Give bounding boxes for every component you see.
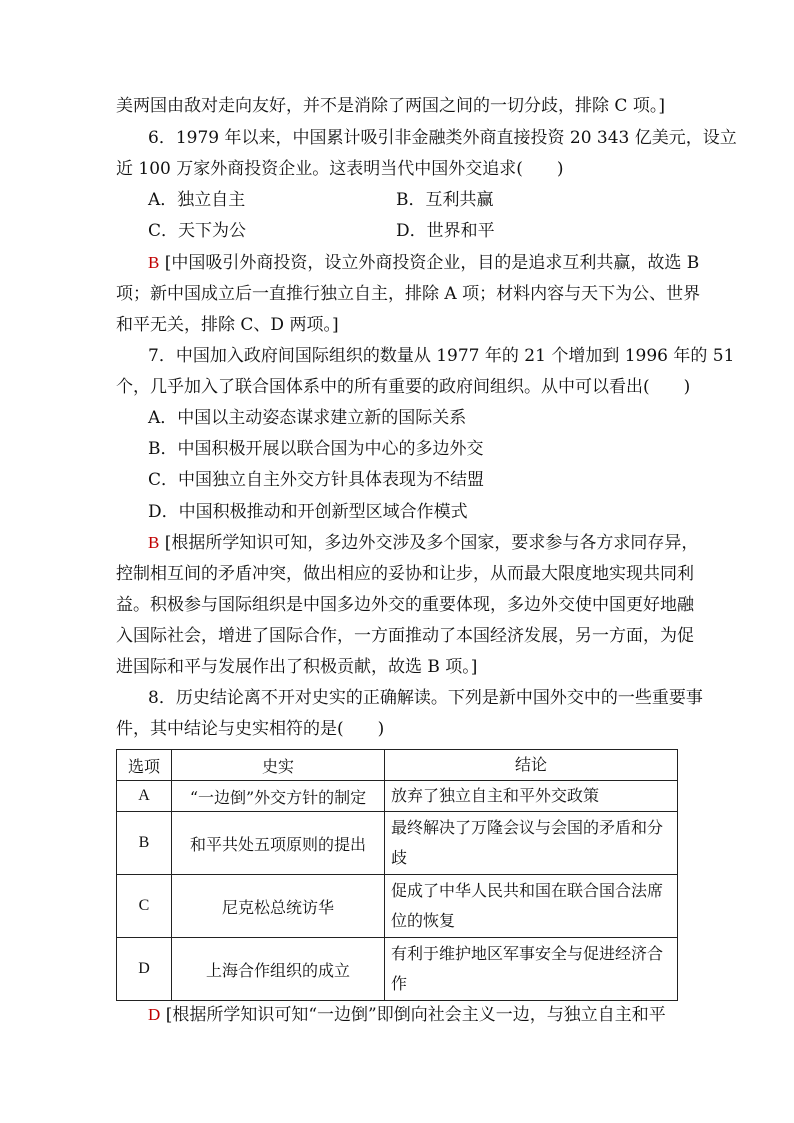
table-cell-fact: 上海合作组织的成立 [172, 938, 385, 1001]
table-cell-option: D [117, 938, 172, 1001]
table-header-cell: 史实 [172, 750, 385, 781]
question-6-stem: 近 100 万家外商投资企业。这表明当代中国外交追求( ) [116, 159, 564, 179]
table-cell-conclusion: 放弃了独立自主和平外交政策 [385, 781, 678, 812]
option-c: C．天下为公 [148, 221, 247, 241]
option-b: B．中国积极开展以联合国为中心的多边外交 [148, 439, 484, 459]
table-row [117, 812, 678, 875]
table-row [117, 875, 678, 938]
answer-text: [根据所学知识可知，多边外交涉及多个国家，要求参与各方求同存异， [164, 533, 699, 553]
option-d: D．世界和平 [396, 221, 495, 241]
question-8-stem: 8．历史结论离不开对史实的正确解读。下列是新中国外交中的一些重要事 [148, 688, 703, 708]
table-cell-conclusion: 促成了中华人民共和国在联合国合法席位的恢复 [385, 875, 678, 938]
answer-explanation: 控制相互间的矛盾冲突，做出相应的妥协和让步，从而最大限度地实现共同利 [116, 564, 694, 584]
table-cell-conclusion: 有利于维护地区军事安全与促进经济合作 [385, 938, 678, 1001]
table-cell-fact: “一边倒”外交方针的制定 [172, 781, 385, 812]
table-cell-option: B [117, 812, 172, 875]
table-header-cell: 结论 [385, 750, 678, 781]
answer-explanation: 入国际社会，增进了国际合作，一方面推动了本国经济发展，另一方面，为促 [116, 626, 694, 646]
table-header-cell: 选项 [117, 750, 172, 781]
table-cell-option: C [117, 875, 172, 938]
option-b: B．互利共赢 [396, 190, 494, 210]
answer-explanation: 益。积极参与国际组织是中国多边外交的重要体现，多边外交使中国更好地融 [116, 595, 694, 615]
question-7-stem: 个，几乎加入了联合国体系中的所有重要的政府间组织。从中可以看出( ) [116, 377, 691, 397]
question-8-stem: 件，其中结论与史实相符的是( ) [116, 719, 385, 739]
answer-explanation: 和平无关，排除 C、D 两项。] [116, 315, 339, 335]
answer-explanation [148, 251, 699, 275]
question-7-stem: 7．中国加入政府间国际组织的数量从 1977 年的 21 个增加到 1996 年的 51 [148, 346, 735, 366]
answer-text: [中国吸引外商投资，设立外商投资企业，目的是追求互利共赢，故选 B [164, 253, 700, 273]
table-row [117, 938, 678, 1001]
answer-letter: D [148, 1005, 161, 1024]
answer-explanation [148, 531, 698, 555]
answer-explanation: 项；新中国成立后一直推行独立自主，排除 A 项；材料内容与天下为公、世界 [116, 284, 701, 304]
answer-text: [根据所学知识可知“一边倒”即倒向社会主义一边，与独立自主和平 [165, 1005, 666, 1025]
option-a: A．独立自主 [148, 190, 246, 210]
table-cell-fact: 尼克松总统访华 [172, 875, 385, 938]
question-8-table [116, 749, 678, 1001]
answer-explanation: 进国际和平与发展作出了积极贡献，故选 B 项。] [116, 657, 478, 677]
table-cell-option: A [117, 781, 172, 812]
option-c: C．中国独立自主外交方针具体表现为不结盟 [148, 470, 485, 490]
paragraph-line: 美两国由敌对走向友好，并不是消除了两国之间的一切分歧，排除 C 项。] [116, 96, 665, 116]
table-cell-conclusion: 最终解决了万隆会议与会国的矛盾和分歧 [385, 812, 678, 875]
option-d: D．中国积极推动和开创新型区域合作模式 [148, 502, 468, 522]
answer-letter: B [148, 253, 160, 272]
table-cell-fact: 和平共处五项原则的提出 [172, 812, 385, 875]
table-row [117, 781, 678, 812]
option-a: A．中国以主动姿态谋求建立新的国际关系 [148, 408, 467, 428]
answer-letter: B [148, 533, 160, 552]
table-header-row [117, 750, 678, 781]
question-6-stem: 6．1979 年以来，中国累计吸引非金融类外商直接投资 20 343 亿美元，设立 [148, 128, 737, 148]
answer-explanation [148, 1003, 666, 1027]
